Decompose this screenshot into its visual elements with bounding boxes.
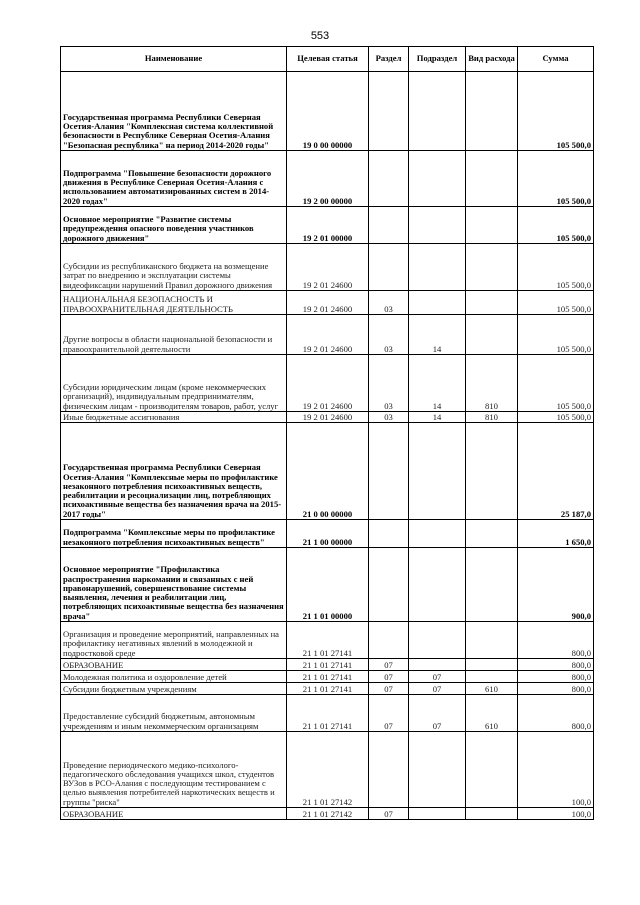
cell-amount: 800,0 bbox=[518, 671, 594, 683]
cell-section: 03 bbox=[369, 315, 409, 355]
cell-amount: 800,0 bbox=[518, 659, 594, 671]
cell-name: Подпрограмма "Комплексные меры по профилактике незаконного потребления психоактивных веществ" bbox=[61, 520, 287, 548]
cell-amount: 800,0 bbox=[518, 622, 594, 659]
cell-name: Другие вопросы в области национальной безопасности и правоохранительной деятельности bbox=[61, 315, 287, 355]
cell-exp-type bbox=[466, 72, 518, 151]
cell-exp-type bbox=[466, 622, 518, 659]
cell-target: 19 2 01 24600 bbox=[287, 412, 369, 423]
cell-exp-type bbox=[466, 151, 518, 207]
table-row bbox=[61, 151, 594, 207]
cell-section bbox=[369, 548, 409, 622]
table-row bbox=[61, 808, 594, 820]
cell-section: 03 bbox=[369, 291, 409, 315]
cell-subsection bbox=[409, 659, 466, 671]
cell-amount: 105 500,0 bbox=[518, 412, 594, 423]
cell-exp-type bbox=[466, 659, 518, 671]
cell-amount: 105 500,0 bbox=[518, 151, 594, 207]
cell-target: 19 2 01 24600 bbox=[287, 291, 369, 315]
cell-amount: 1 650,0 bbox=[518, 520, 594, 548]
cell-name: Предоставление субсидий бюджетным, автономным учреждениям и иным некоммерческим организациям bbox=[61, 695, 287, 732]
header-name: Наименование bbox=[61, 47, 287, 72]
cell-section: 03 bbox=[369, 412, 409, 423]
cell-subsection bbox=[409, 808, 466, 820]
cell-subsection bbox=[409, 151, 466, 207]
table-row bbox=[61, 412, 594, 423]
cell-section bbox=[369, 72, 409, 151]
cell-amount: 105 500,0 bbox=[518, 72, 594, 151]
cell-section bbox=[369, 151, 409, 207]
cell-name: Государственная программа Республики Северная Осетия-Алания "Комплексная система коллективной безопасности в Республике Северная Осетия-Алания "Безопасная республика" на период 2014-2020 годы" bbox=[61, 72, 287, 151]
table-row bbox=[61, 520, 594, 548]
cell-subsection bbox=[409, 72, 466, 151]
cell-subsection: 07 bbox=[409, 683, 466, 695]
cell-target: 21 1 01 27141 bbox=[287, 695, 369, 732]
cell-amount: 100,0 bbox=[518, 732, 594, 808]
cell-subsection: 14 bbox=[409, 412, 466, 423]
cell-section bbox=[369, 732, 409, 808]
cell-amount: 105 500,0 bbox=[518, 291, 594, 315]
page-number: 553 bbox=[310, 30, 330, 42]
cell-amount: 105 500,0 bbox=[518, 355, 594, 412]
cell-target: 21 1 00 00000 bbox=[287, 520, 369, 548]
header-amount: Сумма bbox=[518, 47, 594, 72]
cell-target: 19 2 01 24600 bbox=[287, 244, 369, 291]
cell-exp-type: 810 bbox=[466, 412, 518, 423]
table-header-row bbox=[61, 47, 594, 72]
cell-section: 07 bbox=[369, 659, 409, 671]
cell-subsection bbox=[409, 291, 466, 315]
cell-exp-type: 610 bbox=[466, 695, 518, 732]
cell-section bbox=[369, 423, 409, 520]
table-row bbox=[61, 355, 594, 412]
table-row bbox=[61, 423, 594, 520]
cell-target: 21 1 01 27142 bbox=[287, 808, 369, 820]
table-row bbox=[61, 622, 594, 659]
cell-target: 21 1 01 27141 bbox=[287, 622, 369, 659]
table-row bbox=[61, 659, 594, 671]
cell-subsection bbox=[409, 520, 466, 548]
cell-amount: 105 500,0 bbox=[518, 244, 594, 291]
header-subsection: Подраздел bbox=[409, 47, 466, 72]
cell-amount: 900,0 bbox=[518, 548, 594, 622]
cell-subsection bbox=[409, 423, 466, 520]
cell-exp-type bbox=[466, 315, 518, 355]
table-row bbox=[61, 671, 594, 683]
cell-name: Организация и проведение мероприятий, направленных на профилактику негативных явлений в молодежной и подростковой среде bbox=[61, 622, 287, 659]
cell-exp-type: 610 bbox=[466, 683, 518, 695]
table-row bbox=[61, 315, 594, 355]
cell-target: 19 0 00 00000 bbox=[287, 72, 369, 151]
cell-exp-type bbox=[466, 548, 518, 622]
cell-exp-type bbox=[466, 520, 518, 548]
cell-name: Подпрограмма "Повышение безопасности дорожного движения в Республике Северная Осетия-Алания с использованием автоматизированных систем в 2014-2020 годах" bbox=[61, 151, 287, 207]
cell-name: Иные бюджетные ассигнования bbox=[61, 412, 287, 423]
header-exp-type: Вид расхода bbox=[466, 47, 518, 72]
table-row bbox=[61, 683, 594, 695]
cell-target: 21 1 01 27141 bbox=[287, 659, 369, 671]
cell-target: 21 1 01 27141 bbox=[287, 683, 369, 695]
cell-subsection bbox=[409, 207, 466, 244]
cell-target: 21 1 01 00000 bbox=[287, 548, 369, 622]
cell-name: ОБРАЗОВАНИЕ bbox=[61, 808, 287, 820]
cell-subsection bbox=[409, 732, 466, 808]
table-row bbox=[61, 695, 594, 732]
table-row bbox=[61, 244, 594, 291]
table-row bbox=[61, 72, 594, 151]
cell-target: 19 2 01 00000 bbox=[287, 207, 369, 244]
cell-exp-type bbox=[466, 291, 518, 315]
cell-name: НАЦИОНАЛЬНАЯ БЕЗОПАСНОСТЬ И ПРАВООХРАНИТЕЛЬНАЯ ДЕЯТЕЛЬНОСТЬ bbox=[61, 291, 287, 315]
budget-table bbox=[60, 46, 594, 820]
table-row bbox=[61, 548, 594, 622]
cell-section: 07 bbox=[369, 671, 409, 683]
header-section: Раздел bbox=[369, 47, 409, 72]
cell-amount: 25 187,0 bbox=[518, 423, 594, 520]
cell-section bbox=[369, 520, 409, 548]
cell-amount: 105 500,0 bbox=[518, 315, 594, 355]
cell-subsection: 14 bbox=[409, 355, 466, 412]
cell-amount: 105 500,0 bbox=[518, 207, 594, 244]
cell-target: 21 0 00 00000 bbox=[287, 423, 369, 520]
header-target: Целевая статья bbox=[287, 47, 369, 72]
cell-name: ОБРАЗОВАНИЕ bbox=[61, 659, 287, 671]
cell-subsection bbox=[409, 622, 466, 659]
cell-subsection: 07 bbox=[409, 671, 466, 683]
cell-amount: 800,0 bbox=[518, 683, 594, 695]
cell-section bbox=[369, 207, 409, 244]
cell-exp-type bbox=[466, 207, 518, 244]
cell-subsection: 07 bbox=[409, 695, 466, 732]
cell-section bbox=[369, 244, 409, 291]
cell-section bbox=[369, 622, 409, 659]
cell-section: 03 bbox=[369, 355, 409, 412]
cell-name: Государственная программа Республики Северная Осетия-Алания "Комплексные меры по профилактике незаконного потребления психоактивных веществ, реабилитации и ресоциализации лиц, потребляющих психоактивные вещества без назначения врача на 2015-2017 годы" bbox=[61, 423, 287, 520]
cell-exp-type: 810 bbox=[466, 355, 518, 412]
cell-subsection bbox=[409, 548, 466, 622]
cell-name: Основное мероприятие "Профилактика распространения наркомании и связанных с ней правонарушений, совершенствование системы выявления, лечения и реабилитации лиц, потребляющих психоактивные вещества без назначения врача" bbox=[61, 548, 287, 622]
cell-target: 19 2 01 24600 bbox=[287, 315, 369, 355]
table-row bbox=[61, 291, 594, 315]
table-row bbox=[61, 207, 594, 244]
cell-subsection bbox=[409, 244, 466, 291]
cell-name: Субсидии бюджетным учреждениям bbox=[61, 683, 287, 695]
cell-name: Субсидии юридическим лицам (кроме некоммерческих организаций), индивидуальным предпринимателям, физическим лицам - производителям товаров, работ, услуг bbox=[61, 355, 287, 412]
cell-target: 19 2 00 00000 bbox=[287, 151, 369, 207]
cell-section: 07 bbox=[369, 808, 409, 820]
cell-name: Основное мероприятие "Развитие системы предупреждения опасного поведения участников дорожного движения" bbox=[61, 207, 287, 244]
cell-section: 07 bbox=[369, 695, 409, 732]
cell-exp-type bbox=[466, 244, 518, 291]
cell-name: Молодежная политика и оздоровление детей bbox=[61, 671, 287, 683]
cell-exp-type bbox=[466, 423, 518, 520]
cell-section: 07 bbox=[369, 683, 409, 695]
cell-name: Проведение периодического медико-психолого-педагогического обследования учащихся школ, студентов ВУЗов в РСО-Алания с последующим тестированием с целью выявления потребителей наркотических веществ и группы "риска" bbox=[61, 732, 287, 808]
cell-amount: 100,0 bbox=[518, 808, 594, 820]
table-row bbox=[61, 732, 594, 808]
cell-name: Субсидии из республиканского бюджета на возмещение затрат по внедрению и эксплуатации системы видеофиксации нарушений Правил дорожного движения bbox=[61, 244, 287, 291]
cell-exp-type bbox=[466, 671, 518, 683]
cell-target: 21 1 01 27142 bbox=[287, 732, 369, 808]
cell-exp-type bbox=[466, 732, 518, 808]
cell-target: 19 2 01 24600 bbox=[287, 355, 369, 412]
cell-subsection: 14 bbox=[409, 315, 466, 355]
cell-amount: 800,0 bbox=[518, 695, 594, 732]
cell-target: 21 1 01 27141 bbox=[287, 671, 369, 683]
cell-exp-type bbox=[466, 808, 518, 820]
